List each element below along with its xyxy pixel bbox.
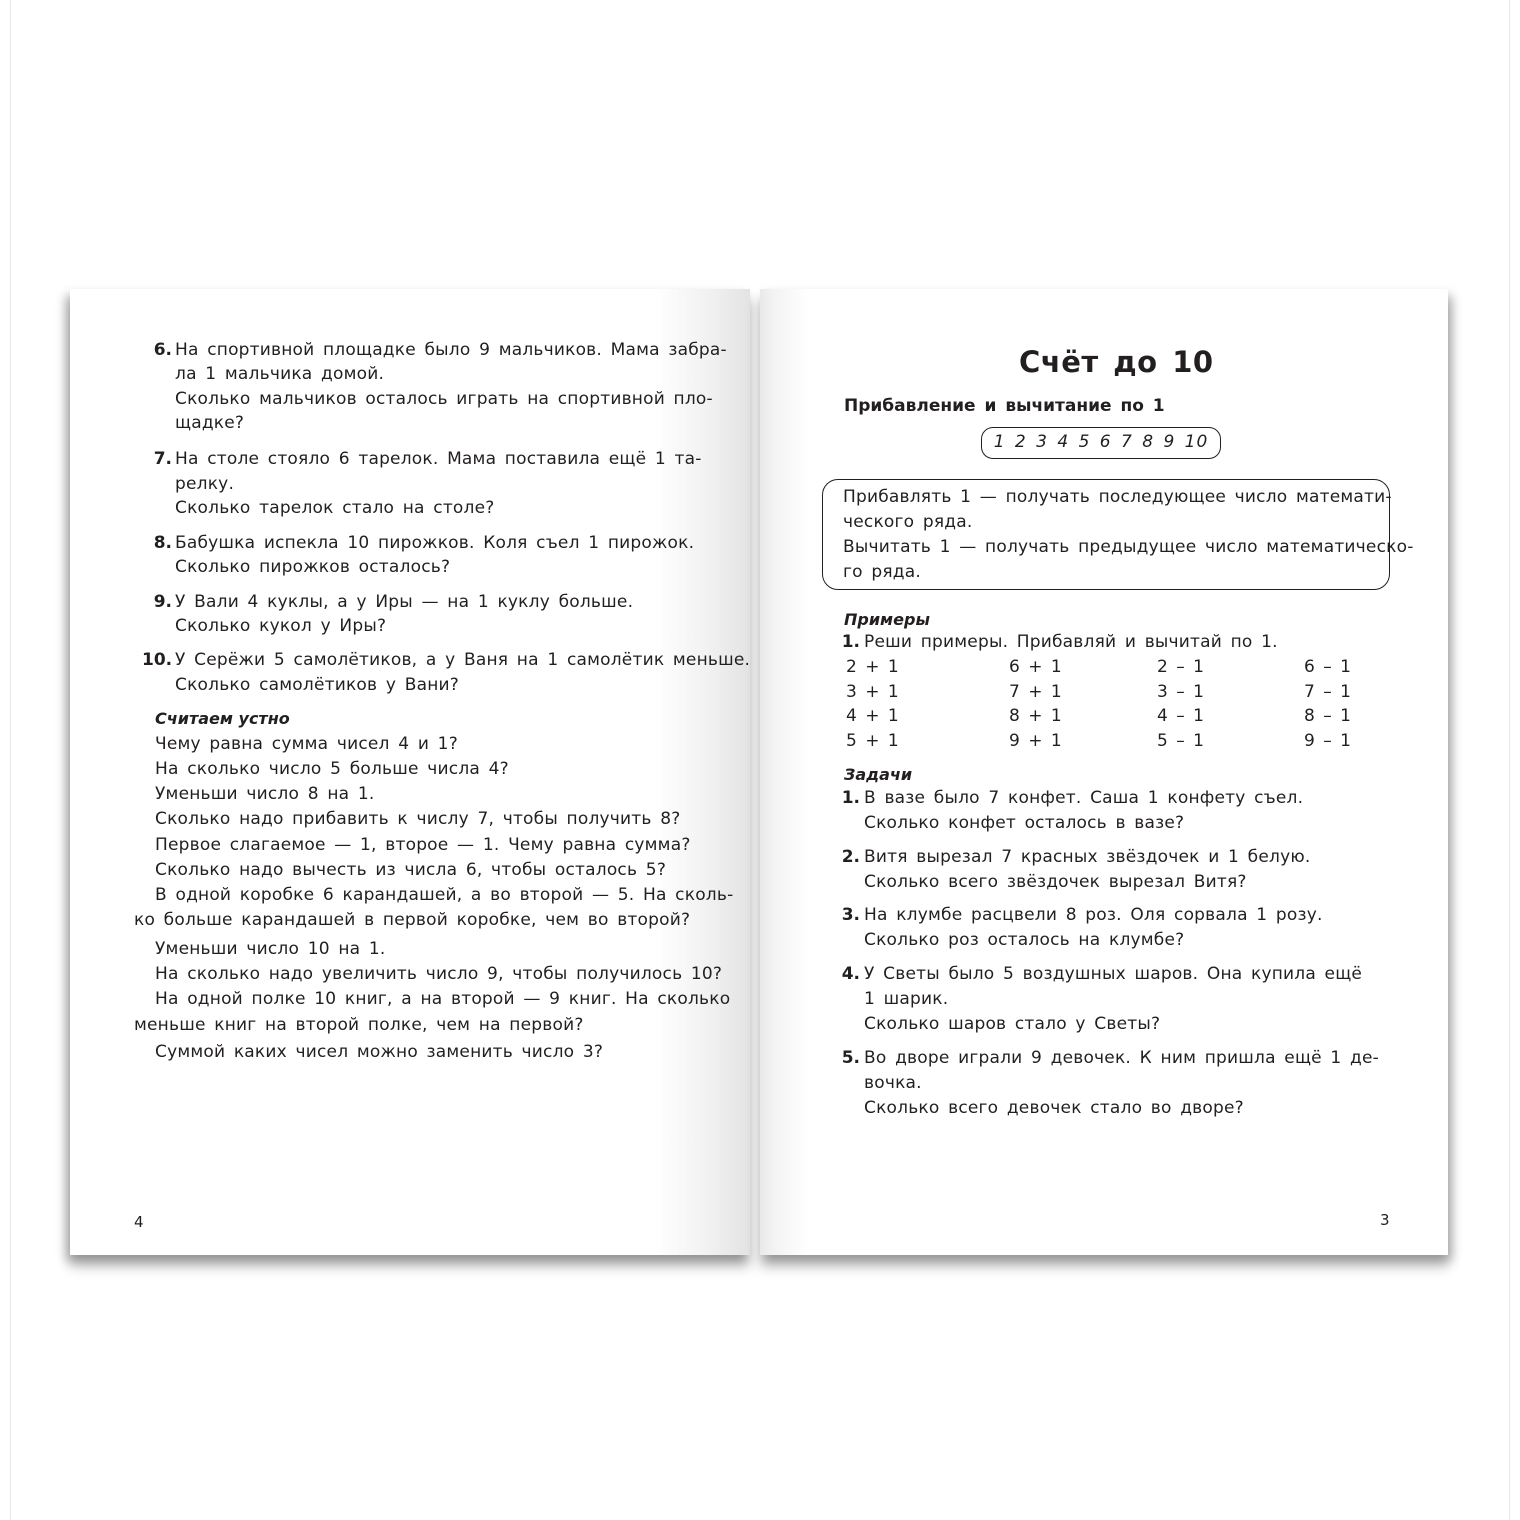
task-text-line: релку.	[175, 474, 235, 494]
oral-line: Уменьши число 10 на 1.	[155, 939, 386, 959]
task-number: 8.	[153, 533, 172, 553]
problem-text-line: Сколько всего девочек стало во дворе?	[864, 1098, 1244, 1118]
oral-line: Сколько надо прибавить к числу 7, чтобы получить 8?	[155, 809, 681, 829]
task-text-line: Сколько тарелок стало на столе?	[175, 498, 495, 518]
oral-line: Суммой каких чисел можно заменить число 3?	[155, 1042, 604, 1062]
number-row: 1 2 3 4 5 6 7 8 9 10	[993, 432, 1209, 452]
oral-line: В одной коробке 6 карандашей, а во второй — 5. На сколь-	[155, 885, 734, 905]
oral-line: Чему равна сумма чисел 4 и 1?	[155, 734, 458, 754]
problem-text-line: Витя вырезал 7 красных звёздочек и 1 белую.	[864, 847, 1311, 867]
example: 2 + 1	[846, 657, 899, 677]
problem-text-line: На клумбе расцвели 8 роз. Оля сорвала 1 розу.	[864, 905, 1323, 925]
task-text-line: На столе стояло 6 тарелок. Мама поставила ещё 1 та-	[175, 449, 702, 469]
problem-number: 2.	[841, 847, 860, 867]
rule-line: го ряда.	[843, 562, 921, 582]
example: 4 + 1	[846, 706, 899, 726]
example: 3 – 1	[1157, 682, 1204, 702]
task-text-line: ла 1 мальчика домой.	[175, 364, 385, 384]
problem-text-line: вочка.	[864, 1073, 922, 1093]
rule-line: Вычитать 1 — получать предыдущее число математическо-	[843, 537, 1414, 557]
examples-heading: Примеры	[844, 610, 930, 629]
oral-line: На одной полке 10 книг, а на второй — 9 книг. На сколько	[155, 989, 731, 1009]
task-text-line: На спортивной площадке было 9 мальчиков. Мама забра-	[175, 340, 727, 360]
example: 8 – 1	[1304, 706, 1351, 726]
task-number: 6.	[153, 340, 172, 360]
frame-left-edge	[10, 0, 11, 1520]
task-text-line: У Серёжи 5 самолётиков, а у Ваня на 1 самолётик меньше.	[175, 650, 751, 670]
task-text-line: Сколько мальчиков осталось играть на спортивной пло-	[175, 389, 713, 409]
left-page	[70, 289, 750, 1255]
number-row-box	[981, 427, 1221, 459]
oral-line: Уменьши число 8 на 1.	[155, 784, 375, 804]
problem-text-line: Сколько шаров стало у Светы?	[864, 1014, 1161, 1034]
task-text-line: Бабушка испекла 10 пирожков. Коля съел 1 пирожок.	[175, 533, 695, 553]
oral-line: меньше книг на второй полке, чем на первой?	[134, 1015, 584, 1035]
problem-text-line: 1 шарик.	[864, 989, 949, 1009]
example: 5 + 1	[846, 731, 899, 751]
rule-line: Прибавлять 1 — получать последующее число математи-	[843, 487, 1392, 507]
task-number: 7.	[153, 449, 172, 469]
example: 9 – 1	[1304, 731, 1351, 751]
examples-task-text: Реши примеры. Прибавляй и вычитай по 1.	[864, 632, 1278, 652]
example: 5 – 1	[1157, 731, 1204, 751]
problem-text-line: Сколько роз осталось на клумбе?	[864, 930, 1185, 950]
right-page	[760, 289, 1448, 1255]
task-text-line: Сколько самолётиков у Вани?	[175, 675, 459, 695]
page-number: 3	[1380, 1211, 1390, 1229]
example: 6 – 1	[1304, 657, 1351, 677]
examples-task-number: 1.	[841, 632, 860, 652]
problem-text-line: Во дворе играли 9 девочек. К ним пришла ещё 1 де-	[864, 1048, 1379, 1068]
example: 7 + 1	[1009, 682, 1062, 702]
task-text-line: Сколько пирожков осталось?	[175, 557, 451, 577]
rule-line: ческого ряда.	[843, 512, 973, 532]
problems-heading: Задачи	[844, 765, 913, 784]
example: 4 – 1	[1157, 706, 1204, 726]
oral-line: ко больше карандашей в первой коробке, чем во второй?	[134, 910, 691, 930]
oral-line: На сколько надо увеличить число 9, чтобы получилось 10?	[155, 964, 723, 984]
oral-line: На сколько число 5 больше числа 4?	[155, 759, 509, 779]
problem-number: 1.	[841, 788, 860, 808]
task-text-line: У Вали 4 куклы, а у Иры — на 1 куклу больше.	[175, 592, 634, 612]
problem-text-line: Сколько конфет осталось в вазе?	[864, 813, 1185, 833]
oral-line: Сколько надо вычесть из числа 6, чтобы осталось 5?	[155, 860, 667, 880]
rule-box	[822, 479, 1414, 590]
section-subtitle: Прибавление и вычитание по 1	[844, 396, 1165, 416]
example: 3 + 1	[846, 682, 899, 702]
oral-counting-heading: Считаем устно	[155, 709, 290, 728]
task-text-line: щадке?	[175, 413, 245, 433]
problem-text-line: В вазе было 7 конфет. Саша 1 конфету съел.	[864, 788, 1304, 808]
problem-number: 4.	[841, 964, 860, 984]
task-number: 9.	[153, 592, 172, 612]
example: 6 + 1	[1009, 657, 1062, 677]
oral-line: Первое слагаемое — 1, второе — 1. Чему равна сумма?	[155, 835, 691, 855]
problem-text-line: Сколько всего звёздочек вырезал Витя?	[864, 872, 1247, 892]
example: 7 – 1	[1304, 682, 1351, 702]
problem-number: 3.	[841, 905, 860, 925]
example: 9 + 1	[1009, 731, 1062, 751]
example: 8 + 1	[1009, 706, 1062, 726]
frame-right-edge	[1509, 0, 1510, 1520]
task-text-line: Сколько кукол у Иры?	[175, 616, 387, 636]
task-number: 10.	[142, 650, 173, 670]
page-title: Счёт до 10	[1019, 345, 1214, 379]
page-number: 4	[134, 1213, 144, 1231]
example: 2 – 1	[1157, 657, 1204, 677]
problem-number: 5.	[841, 1048, 860, 1068]
problem-text-line: У Светы было 5 воздушных шаров. Она купила ещё	[864, 964, 1363, 984]
